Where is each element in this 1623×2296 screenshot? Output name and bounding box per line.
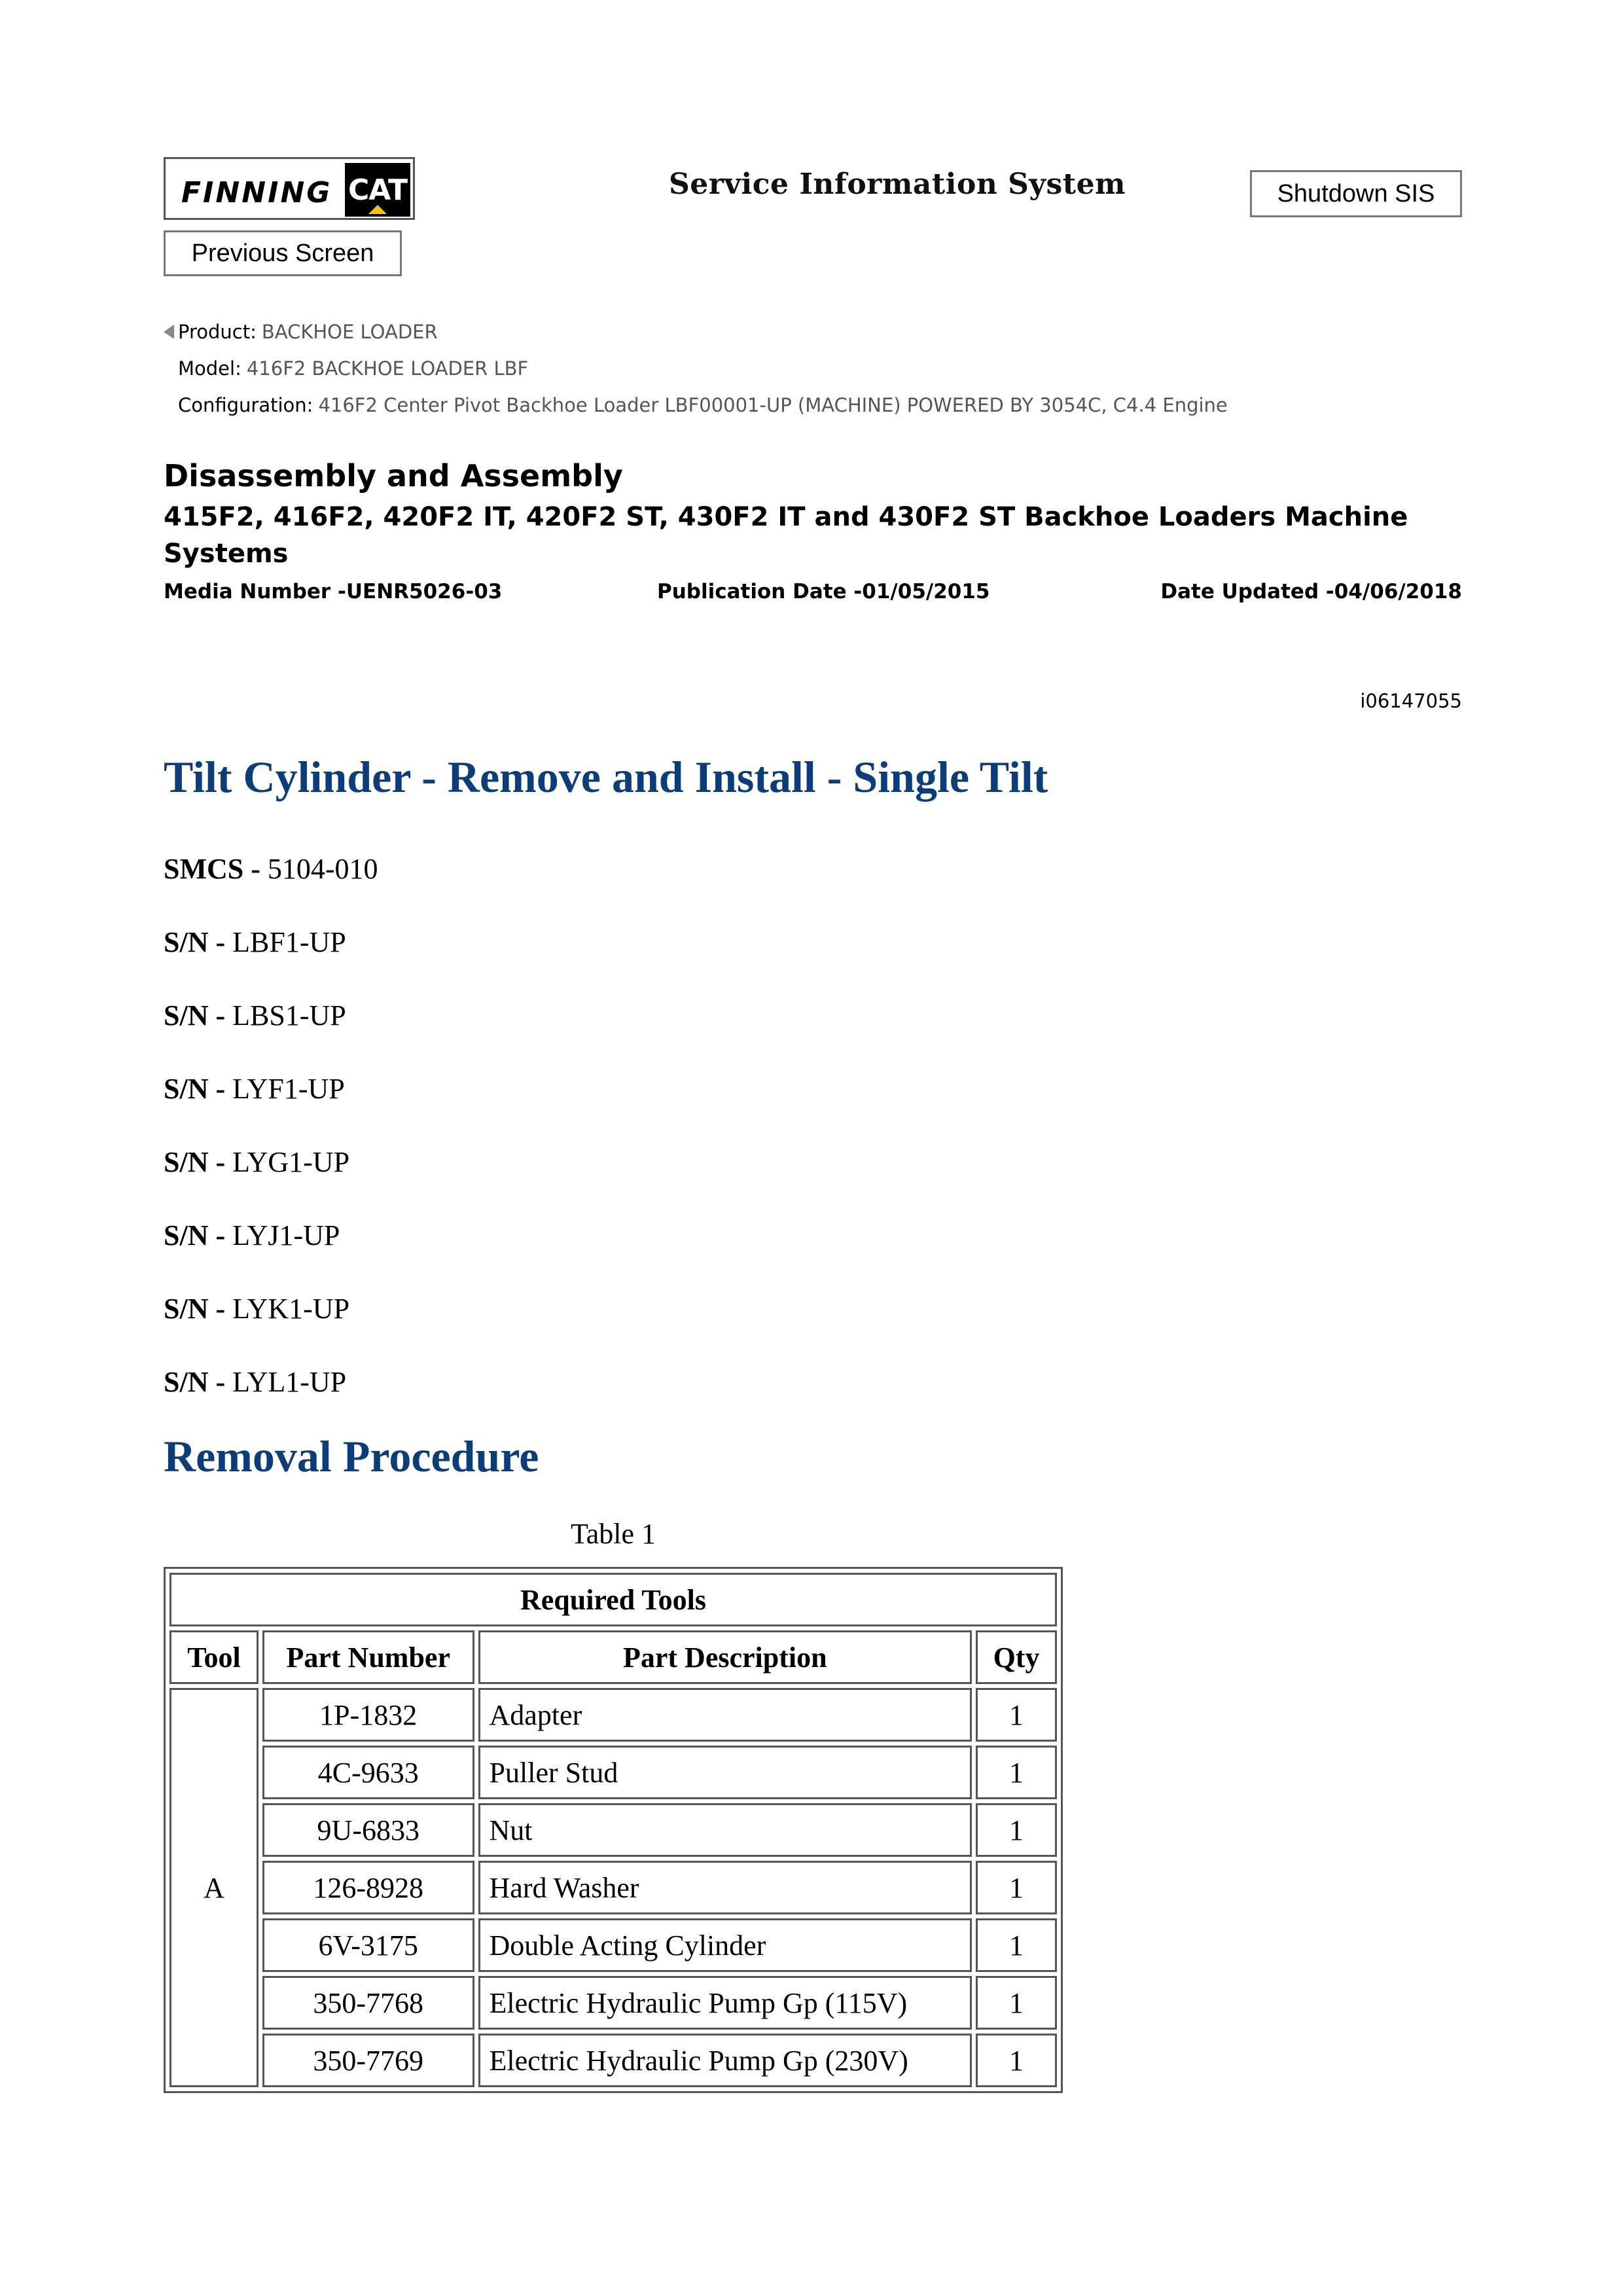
media-number: Media Number -UENR5026-03 bbox=[164, 580, 503, 603]
document-title: Disassembly and Assembly bbox=[164, 458, 623, 493]
part-description-cell: Hard Washer bbox=[478, 1861, 972, 1914]
table-row bbox=[169, 1746, 1057, 1799]
column-header-tool: Tool bbox=[169, 1630, 259, 1684]
serial-number-line bbox=[164, 1072, 345, 1105]
sn-value: LYG1-UP bbox=[232, 1146, 350, 1178]
sn-value: LYK1-UP bbox=[232, 1293, 350, 1325]
page-heading: Tilt Cylinder - Remove and Install - Single Tilt bbox=[164, 752, 1048, 802]
product-label: Product: bbox=[178, 321, 257, 343]
product-value: BACKHOE LOADER bbox=[261, 321, 438, 343]
qty-cell: 1 bbox=[976, 1976, 1057, 2030]
sn-value: LBF1-UP bbox=[232, 926, 346, 958]
system-title: Service Information System bbox=[669, 168, 1126, 201]
qty-cell: 1 bbox=[976, 1861, 1057, 1914]
configuration-label: Configuration: bbox=[178, 394, 313, 416]
column-header-part-description: Part Description bbox=[478, 1630, 972, 1684]
sn-value: LYF1-UP bbox=[232, 1073, 345, 1105]
serial-number-line bbox=[164, 925, 346, 959]
sn-label: S/N - bbox=[164, 1219, 233, 1251]
column-header-part-number: Part Number bbox=[262, 1630, 474, 1684]
table-row bbox=[169, 2034, 1057, 2087]
cat-logo bbox=[345, 163, 410, 217]
date-updated: Date Updated -04/06/2018 bbox=[1160, 580, 1462, 603]
table-row bbox=[169, 1688, 1057, 1742]
part-description-cell: Adapter bbox=[478, 1688, 972, 1742]
finning-cat-logo bbox=[164, 157, 415, 220]
configuration-line bbox=[178, 394, 1228, 416]
sn-value: LYJ1-UP bbox=[232, 1219, 340, 1251]
part-description-cell: Puller Stud bbox=[478, 1746, 972, 1799]
serial-number-line bbox=[164, 1292, 349, 1325]
section-heading: Removal Procedure bbox=[164, 1431, 539, 1481]
qty-cell: 1 bbox=[976, 1803, 1057, 1857]
table-caption: Table 1 bbox=[570, 1518, 656, 1550]
table-row bbox=[169, 1976, 1057, 2030]
sn-label: S/N - bbox=[164, 999, 233, 1031]
part-number-cell: 350-7768 bbox=[262, 1976, 474, 2030]
required-tools-table bbox=[164, 1567, 1063, 2093]
configuration-value: 416F2 Center Pivot Backhoe Loader LBF00001-UP (MACHINE) POWERED BY 3054C, C4.4 Engine bbox=[318, 394, 1228, 416]
publication-date: Publication Date -01/05/2015 bbox=[657, 580, 990, 603]
qty-cell: 1 bbox=[976, 1918, 1057, 1972]
sn-value: LBS1-UP bbox=[232, 999, 346, 1031]
part-description-cell: Electric Hydraulic Pump Gp (230V) bbox=[478, 2034, 972, 2087]
table-row bbox=[169, 1803, 1057, 1857]
column-header-qty: Qty bbox=[976, 1630, 1057, 1684]
table-title: Required Tools bbox=[169, 1573, 1057, 1626]
serial-number-line bbox=[164, 999, 346, 1032]
document-id: i06147055 bbox=[1360, 690, 1462, 712]
document-subtitle: 415F2, 416F2, 420F2 IT, 420F2 ST, 430F2 IT and 430F2 ST Backhoe Loaders Machine Systems bbox=[164, 502, 1408, 569]
serial-number-line bbox=[164, 1219, 340, 1252]
tool-group-cell: A bbox=[169, 1688, 259, 2087]
shutdown-sis-button[interactable]: Shutdown SIS bbox=[1250, 170, 1462, 217]
serial-number-line bbox=[164, 1365, 346, 1399]
sn-label: S/N - bbox=[164, 1146, 233, 1178]
cat-triangle-icon bbox=[368, 205, 387, 214]
qty-cell: 1 bbox=[976, 1746, 1057, 1799]
part-number-cell: 4C-9633 bbox=[262, 1746, 474, 1799]
finning-logo-text: FINNING bbox=[181, 176, 332, 209]
part-description-cell: Nut bbox=[478, 1803, 972, 1857]
sn-label: S/N - bbox=[164, 1293, 233, 1325]
back-arrow-icon[interactable] bbox=[164, 325, 174, 339]
smcs-line bbox=[164, 852, 378, 886]
smcs-value: 5104-010 bbox=[267, 853, 378, 885]
model-value: 416F2 BACKHOE LOADER LBF bbox=[246, 357, 529, 380]
sn-label: S/N - bbox=[164, 1366, 233, 1398]
qty-cell: 1 bbox=[976, 2034, 1057, 2087]
serial-number-line bbox=[164, 1145, 349, 1179]
product-line bbox=[178, 321, 438, 343]
part-number-cell: 9U-6833 bbox=[262, 1803, 474, 1857]
part-number-cell: 6V-3175 bbox=[262, 1918, 474, 1972]
table-header-row bbox=[169, 1630, 1057, 1684]
table-row bbox=[169, 1861, 1057, 1914]
qty-cell: 1 bbox=[976, 1688, 1057, 1742]
sn-label: S/N - bbox=[164, 1073, 233, 1105]
previous-screen-button[interactable]: Previous Screen bbox=[164, 230, 402, 276]
sn-value: LYL1-UP bbox=[232, 1366, 347, 1398]
model-label: Model: bbox=[178, 357, 241, 380]
part-description-cell: Double Acting Cylinder bbox=[478, 1918, 972, 1972]
part-number-cell: 1P-1832 bbox=[262, 1688, 474, 1742]
smcs-label: SMCS - bbox=[164, 853, 268, 885]
part-number-cell: 350-7769 bbox=[262, 2034, 474, 2087]
table-title-row bbox=[169, 1573, 1057, 1626]
model-line bbox=[178, 357, 528, 380]
part-number-cell: 126-8928 bbox=[262, 1861, 474, 1914]
part-description-cell: Electric Hydraulic Pump Gp (115V) bbox=[478, 1976, 972, 2030]
cat-logo-text: CAT bbox=[348, 173, 407, 207]
table-row bbox=[169, 1918, 1057, 1972]
sn-label: S/N - bbox=[164, 926, 233, 958]
